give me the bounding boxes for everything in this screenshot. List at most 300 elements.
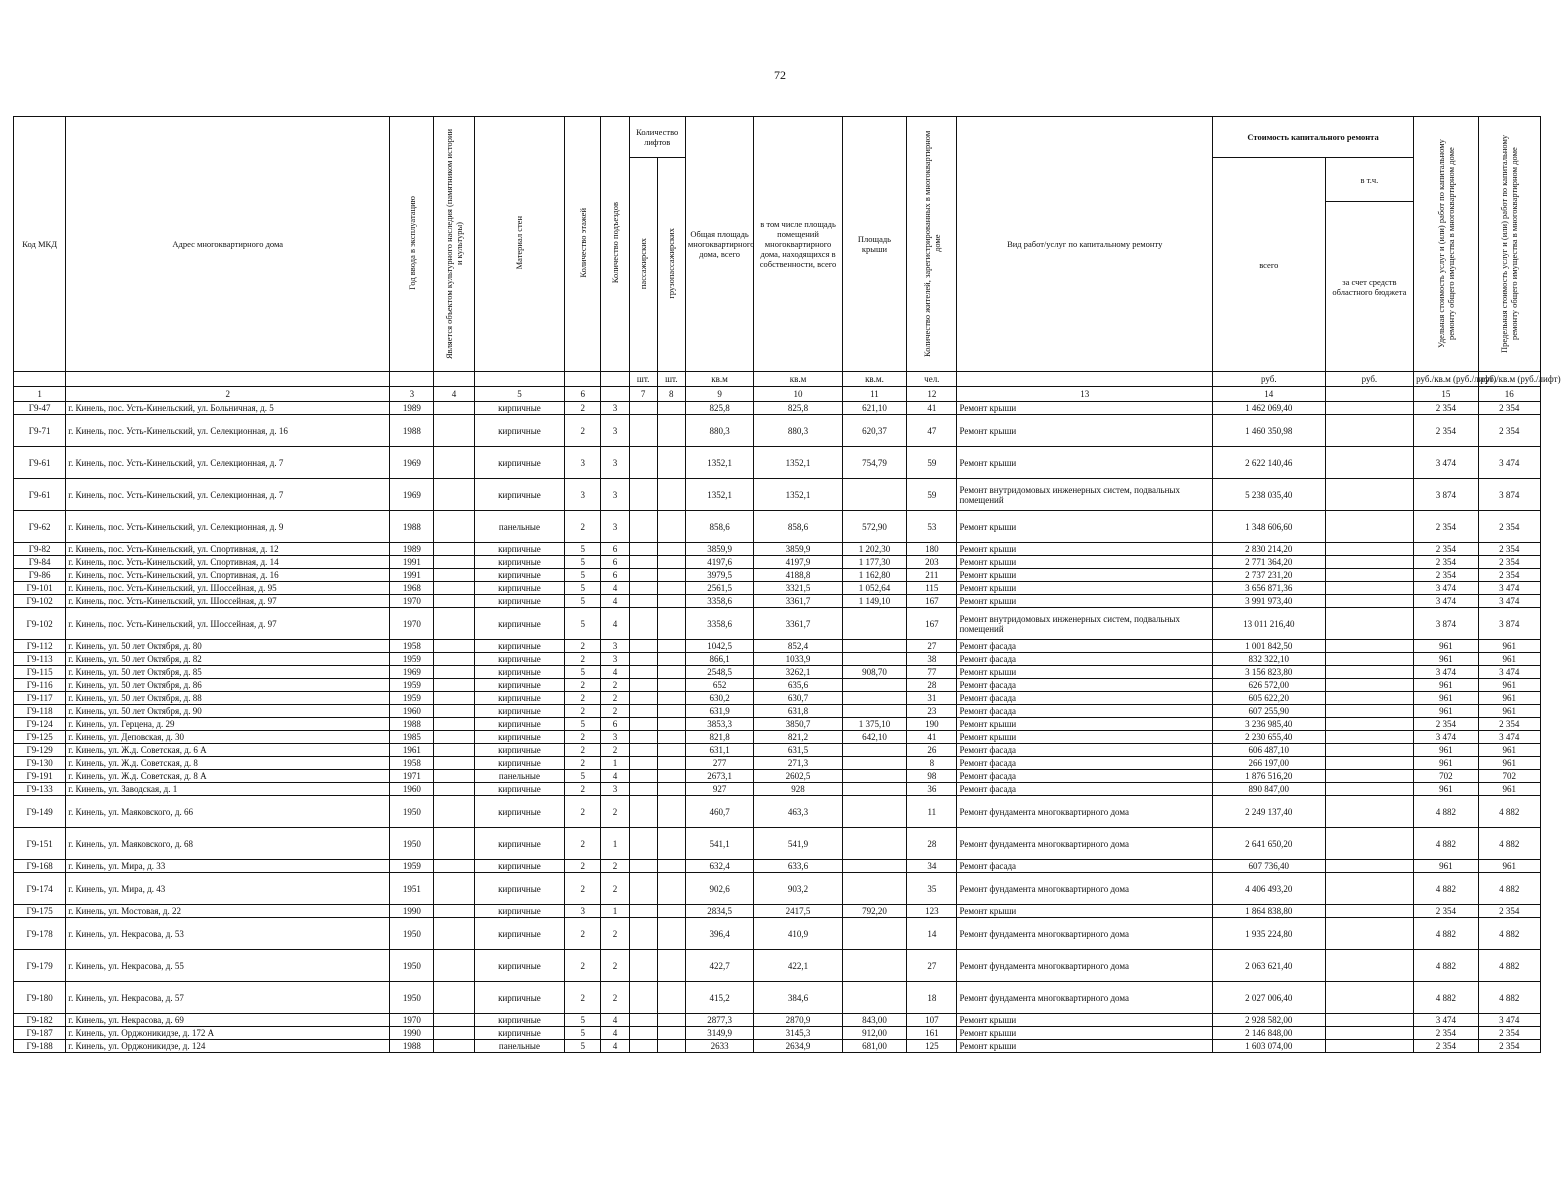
cell-walls: кирпичные <box>474 905 565 918</box>
cell-code: Г9-101 <box>14 582 66 595</box>
cell-limit-cost: 2 354 <box>1478 415 1540 447</box>
cell-entrances: 2 <box>601 950 629 982</box>
cell-owned-area: 271,3 <box>754 757 843 770</box>
cell-owned-area: 1352,1 <box>754 447 843 479</box>
header-work-type: Вид работ/услуг по капитальному ремонту <box>957 117 1213 372</box>
cell-walls: кирпичные <box>474 479 565 511</box>
cell-floors: 5 <box>565 569 601 582</box>
column-number-9: 8 <box>657 387 685 402</box>
cell-walls: кирпичные <box>474 653 565 666</box>
cell-address: г. Кинель, ул. 50 лет Октября, д. 90 <box>66 705 390 718</box>
cell-limit-cost: 3 874 <box>1478 608 1540 640</box>
cell-heritage <box>434 640 474 653</box>
cell-total-area: 858,6 <box>685 511 753 543</box>
cell-work-type: Ремонт крыши <box>957 415 1213 447</box>
cell-cost-regional <box>1325 569 1414 582</box>
cell-residents: 14 <box>907 918 957 950</box>
cell-cost-total: 1 348 606,60 <box>1212 511 1325 543</box>
cell-total-area: 2561,5 <box>685 582 753 595</box>
cell-entrances: 6 <box>601 543 629 556</box>
cell-unit-cost: 961 <box>1414 640 1478 653</box>
cell-year: 1950 <box>390 918 434 950</box>
cell-roof-area: 621,10 <box>842 402 906 415</box>
cell-year: 1985 <box>390 731 434 744</box>
cell-address: г. Кинель, ул. Некрасова, д. 53 <box>66 918 390 950</box>
cell-work-type: Ремонт крыши <box>957 402 1213 415</box>
cell-cost-regional <box>1325 1027 1414 1040</box>
cell-limit-cost: 4 882 <box>1478 796 1540 828</box>
cell-address: г. Кинель, ул. Орджоникидзе, д. 172 А <box>66 1027 390 1040</box>
cell-owned-area: 1033,9 <box>754 653 843 666</box>
cell-unit-cost: 961 <box>1414 705 1478 718</box>
cell-total-area: 1042,5 <box>685 640 753 653</box>
cell-lifts-cargo <box>657 1027 685 1040</box>
cell-lifts-passenger <box>629 982 657 1014</box>
cell-walls: кирпичные <box>474 918 565 950</box>
cell-code: Г9-47 <box>14 402 66 415</box>
cell-address: г. Кинель, пос. Усть-Кинельский, ул. Спортивная, д. 12 <box>66 543 390 556</box>
cell-work-type: Ремонт крыши <box>957 1040 1213 1053</box>
cell-walls: кирпичные <box>474 402 565 415</box>
cell-lifts-cargo <box>657 757 685 770</box>
header-year-text: Год ввода в эксплуатацию <box>406 196 417 290</box>
cell-heritage <box>434 705 474 718</box>
cell-owned-area: 3321,5 <box>754 582 843 595</box>
cell-limit-cost: 3 874 <box>1478 479 1540 511</box>
cell-residents: 190 <box>907 718 957 731</box>
cell-owned-area: 825,8 <box>754 402 843 415</box>
cell-total-area: 902,6 <box>685 873 753 905</box>
header-lifts: Количество лифтов <box>629 117 685 158</box>
cell-entrances: 1 <box>601 828 629 860</box>
cell-walls: кирпичные <box>474 1027 565 1040</box>
cell-entrances: 2 <box>601 860 629 873</box>
cell-entrances: 3 <box>601 731 629 744</box>
cell-unit-cost: 2 354 <box>1414 415 1478 447</box>
cell-residents: 38 <box>907 653 957 666</box>
table-row <box>14 595 1541 608</box>
cell-unit-cost: 3 474 <box>1414 666 1478 679</box>
cell-roof-area: 620,37 <box>842 415 906 447</box>
cell-roof-area <box>842 744 906 757</box>
cell-residents: 211 <box>907 569 957 582</box>
cell-lifts-passenger <box>629 595 657 608</box>
cell-heritage <box>434 731 474 744</box>
table-row <box>14 783 1541 796</box>
cell-heritage <box>434 828 474 860</box>
cell-year: 1950 <box>390 950 434 982</box>
cell-cost-total: 890 847,00 <box>1212 783 1325 796</box>
header-floors <box>565 117 601 372</box>
cell-walls: кирпичные <box>474 828 565 860</box>
cell-total-area: 3853,3 <box>685 718 753 731</box>
cell-owned-area: 635,6 <box>754 679 843 692</box>
cell-lifts-cargo <box>657 608 685 640</box>
cell-roof-area <box>842 679 906 692</box>
cell-work-type: Ремонт фасада <box>957 783 1213 796</box>
cell-year: 1990 <box>390 1027 434 1040</box>
cell-cost-regional <box>1325 415 1414 447</box>
cell-lifts-cargo <box>657 1040 685 1053</box>
cell-total-area: 396,4 <box>685 918 753 950</box>
cell-limit-cost: 2 354 <box>1478 511 1540 543</box>
cell-work-type: Ремонт крыши <box>957 1027 1213 1040</box>
cell-floors: 2 <box>565 653 601 666</box>
cell-year: 1968 <box>390 582 434 595</box>
column-numbers-row <box>14 387 1541 402</box>
cell-cost-regional <box>1325 950 1414 982</box>
cell-roof-area: 1 052,64 <box>842 582 906 595</box>
cell-code: Г9-61 <box>14 447 66 479</box>
cell-walls: кирпичные <box>474 744 565 757</box>
cell-year: 1959 <box>390 692 434 705</box>
cell-lifts-cargo <box>657 556 685 569</box>
cell-unit-cost: 4 882 <box>1414 950 1478 982</box>
cell-address: г. Кинель, ул. Орджоникидзе, д. 124 <box>66 1040 390 1053</box>
cell-work-type: Ремонт фасада <box>957 757 1213 770</box>
cell-lifts-cargo <box>657 873 685 905</box>
column-number-2: 2 <box>66 387 390 402</box>
cell-year: 1988 <box>390 718 434 731</box>
unit-cell-13: чел. <box>907 372 957 387</box>
table-row <box>14 1014 1541 1027</box>
cell-lifts-cargo <box>657 640 685 653</box>
cell-owned-area: 2870,9 <box>754 1014 843 1027</box>
cell-roof-area: 1 162,80 <box>842 569 906 582</box>
header-floors-text: Количество этажей <box>577 208 588 278</box>
column-number-5: 5 <box>474 387 565 402</box>
cell-owned-area: 631,5 <box>754 744 843 757</box>
cell-roof-area <box>842 705 906 718</box>
cell-lifts-passenger <box>629 556 657 569</box>
cell-limit-cost: 702 <box>1478 770 1540 783</box>
cell-address: г. Кинель, ул. Герцена, д. 29 <box>66 718 390 731</box>
cell-entrances: 4 <box>601 582 629 595</box>
cell-floors: 5 <box>565 582 601 595</box>
cell-walls: панельные <box>474 770 565 783</box>
cell-entrances: 3 <box>601 447 629 479</box>
cell-cost-regional <box>1325 692 1414 705</box>
cell-cost-regional <box>1325 447 1414 479</box>
cell-lifts-passenger <box>629 718 657 731</box>
table-header <box>14 117 1561 402</box>
cell-code: Г9-179 <box>14 950 66 982</box>
cell-owned-area: 3859,9 <box>754 543 843 556</box>
cell-lifts-cargo <box>657 718 685 731</box>
table-row <box>14 873 1541 905</box>
cell-entrances: 4 <box>601 666 629 679</box>
cell-cost-regional <box>1325 828 1414 860</box>
cell-floors: 2 <box>565 402 601 415</box>
cell-total-area: 1352,1 <box>685 447 753 479</box>
table-row <box>14 511 1541 543</box>
cell-lifts-passenger <box>629 905 657 918</box>
cell-unit-cost: 4 882 <box>1414 918 1478 950</box>
cell-floors: 2 <box>565 783 601 796</box>
cell-limit-cost: 3 474 <box>1478 582 1540 595</box>
cell-roof-area: 642,10 <box>842 731 906 744</box>
cell-year: 1969 <box>390 447 434 479</box>
cell-entrances: 3 <box>601 415 629 447</box>
table-row <box>14 770 1541 783</box>
header-walls-text: Материал стен <box>514 216 525 270</box>
cell-address: г. Кинель, пос. Усть-Кинельский, ул. Шоссейная, д. 95 <box>66 582 390 595</box>
cell-lifts-passenger <box>629 828 657 860</box>
cell-unit-cost: 2 354 <box>1414 511 1478 543</box>
cell-floors: 2 <box>565 679 601 692</box>
cell-lifts-passenger <box>629 415 657 447</box>
cell-roof-area: 1 177,30 <box>842 556 906 569</box>
cell-cost-regional <box>1325 653 1414 666</box>
header-unit-cost-text: Удельная стоимость услуг и (или) работ по капитальному ремонту общего имущества в многоквартирном доме <box>1435 138 1456 348</box>
cell-floors: 5 <box>565 543 601 556</box>
table-row <box>14 569 1541 582</box>
header-heritage <box>434 117 474 372</box>
cell-work-type: Ремонт крыши <box>957 447 1213 479</box>
cell-total-area: 2633 <box>685 1040 753 1053</box>
cell-year: 1959 <box>390 653 434 666</box>
cell-walls: кирпичные <box>474 950 565 982</box>
cell-unit-cost: 961 <box>1414 692 1478 705</box>
cell-work-type: Ремонт крыши <box>957 666 1213 679</box>
cell-residents: 31 <box>907 692 957 705</box>
table-row <box>14 731 1541 744</box>
cell-code: Г9-102 <box>14 608 66 640</box>
cell-unit-cost: 2 354 <box>1414 543 1478 556</box>
cell-unit-cost: 3 874 <box>1414 479 1478 511</box>
cell-cost-total: 5 238 035,40 <box>1212 479 1325 511</box>
cell-unit-cost: 3 474 <box>1414 731 1478 744</box>
cell-entrances: 2 <box>601 918 629 950</box>
cell-work-type: Ремонт фасада <box>957 705 1213 718</box>
cell-total-area: 3149,9 <box>685 1027 753 1040</box>
cell-entrances: 3 <box>601 783 629 796</box>
cell-address: г. Кинель, ул. 50 лет Октября, д. 85 <box>66 666 390 679</box>
header-walls <box>474 117 565 372</box>
cell-unit-cost: 2 354 <box>1414 402 1478 415</box>
cell-roof-area <box>842 783 906 796</box>
cell-owned-area: 631,8 <box>754 705 843 718</box>
cell-roof-area <box>842 479 906 511</box>
table-row <box>14 679 1541 692</box>
cell-total-area: 541,1 <box>685 828 753 860</box>
unit-cell-6 <box>565 372 601 387</box>
header-cost-regional: за счет средств областного бюджета <box>1325 202 1414 372</box>
cell-year: 1950 <box>390 828 434 860</box>
cell-walls: кирпичные <box>474 543 565 556</box>
cell-lifts-cargo <box>657 479 685 511</box>
cell-residents: 11 <box>907 796 957 828</box>
cell-floors: 2 <box>565 415 601 447</box>
cell-owned-area: 410,9 <box>754 918 843 950</box>
cell-cost-regional <box>1325 666 1414 679</box>
cell-work-type: Ремонт фундамента многоквартирного дома <box>957 796 1213 828</box>
cell-code: Г9-86 <box>14 569 66 582</box>
cell-roof-area: 681,00 <box>842 1040 906 1053</box>
cell-address: г. Кинель, ул. Некрасова, д. 55 <box>66 950 390 982</box>
cell-cost-total: 2 641 650,20 <box>1212 828 1325 860</box>
table-row <box>14 653 1541 666</box>
cell-lifts-cargo <box>657 582 685 595</box>
cell-heritage <box>434 543 474 556</box>
cell-unit-cost: 4 882 <box>1414 873 1478 905</box>
header-owned-area: в том числе площадь помещений многоквартирного дома, находящихся в собственности, всего <box>754 117 843 372</box>
cell-cost-regional <box>1325 640 1414 653</box>
cell-code: Г9-113 <box>14 653 66 666</box>
cell-limit-cost: 961 <box>1478 783 1540 796</box>
cell-total-area: 631,1 <box>685 744 753 757</box>
cell-year: 1971 <box>390 770 434 783</box>
unit-cell-3 <box>390 372 434 387</box>
cell-cost-total: 2 230 655,40 <box>1212 731 1325 744</box>
cell-cost-total: 1 001 842,50 <box>1212 640 1325 653</box>
cell-entrances: 3 <box>601 479 629 511</box>
cell-unit-cost: 961 <box>1414 783 1478 796</box>
cell-heritage <box>434 1040 474 1053</box>
cell-cost-total: 2 928 582,00 <box>1212 1014 1325 1027</box>
cell-limit-cost: 961 <box>1478 679 1540 692</box>
cell-heritage <box>434 873 474 905</box>
unit-cell-14 <box>957 372 1213 387</box>
cell-walls: кирпичные <box>474 705 565 718</box>
cell-total-area: 3358,6 <box>685 608 753 640</box>
cell-limit-cost: 961 <box>1478 757 1540 770</box>
cell-year: 1988 <box>390 1040 434 1053</box>
header-incl: в т.ч. <box>1325 158 1414 202</box>
cell-cost-total: 607 255,90 <box>1212 705 1325 718</box>
cell-total-area: 2834,5 <box>685 905 753 918</box>
cell-code: Г9-61 <box>14 479 66 511</box>
cell-residents: 34 <box>907 860 957 873</box>
cell-cost-total: 2 830 214,20 <box>1212 543 1325 556</box>
cell-walls: кирпичные <box>474 873 565 905</box>
cell-heritage <box>434 556 474 569</box>
cell-lifts-passenger <box>629 757 657 770</box>
cell-lifts-passenger <box>629 666 657 679</box>
cell-roof-area: 843,00 <box>842 1014 906 1027</box>
cell-lifts-cargo <box>657 796 685 828</box>
cell-address: г. Кинель, пос. Усть-Кинельский, ул. Спортивная, д. 14 <box>66 556 390 569</box>
cell-limit-cost: 961 <box>1478 744 1540 757</box>
cell-lifts-passenger <box>629 744 657 757</box>
cell-address: г. Кинель, пос. Усть-Кинельский, ул. Селекционная, д. 7 <box>66 447 390 479</box>
cell-unit-cost: 3 474 <box>1414 582 1478 595</box>
cell-cost-total: 1 462 069,40 <box>1212 402 1325 415</box>
cell-unit-cost: 4 882 <box>1414 828 1478 860</box>
cell-work-type: Ремонт крыши <box>957 731 1213 744</box>
cell-address: г. Кинель, ул. Маяковского, д. 68 <box>66 828 390 860</box>
table-row <box>14 415 1541 447</box>
cell-work-type: Ремонт фундамента многоквартирного дома <box>957 828 1213 860</box>
cell-entrances: 2 <box>601 744 629 757</box>
cell-cost-total: 2 737 231,20 <box>1212 569 1325 582</box>
cell-work-type: Ремонт крыши <box>957 511 1213 543</box>
table-row <box>14 950 1541 982</box>
cell-address: г. Кинель, ул. 50 лет Октября, д. 82 <box>66 653 390 666</box>
unit-cell-1 <box>14 372 66 387</box>
cell-lifts-passenger <box>629 653 657 666</box>
cell-lifts-passenger <box>629 447 657 479</box>
cell-code: Г9-129 <box>14 744 66 757</box>
cell-limit-cost: 3 474 <box>1478 1014 1540 1027</box>
table-row <box>14 543 1541 556</box>
cell-limit-cost: 961 <box>1478 653 1540 666</box>
cell-cost-regional <box>1325 718 1414 731</box>
header-lifts-passenger-text: пассажирских <box>638 237 649 290</box>
unit-cell-4 <box>434 372 474 387</box>
cell-limit-cost: 2 354 <box>1478 718 1540 731</box>
cell-work-type: Ремонт внутридомовых инженерных систем, подвальных помещений <box>957 608 1213 640</box>
cell-lifts-passenger <box>629 1040 657 1053</box>
cell-work-type: Ремонт фасада <box>957 653 1213 666</box>
cell-heritage <box>434 608 474 640</box>
header-lifts-cargo <box>657 158 685 372</box>
unit-cell-9: шт. <box>657 372 685 387</box>
cell-heritage <box>434 569 474 582</box>
cell-heritage <box>434 1027 474 1040</box>
cell-lifts-cargo <box>657 744 685 757</box>
cell-limit-cost: 4 882 <box>1478 982 1540 1014</box>
header-cost-total: всего <box>1212 158 1325 372</box>
cell-lifts-cargo <box>657 402 685 415</box>
cell-entrances: 3 <box>601 653 629 666</box>
cell-entrances: 3 <box>601 402 629 415</box>
cell-address: г. Кинель, пос. Усть-Кинельский, ул. Спортивная, д. 16 <box>66 569 390 582</box>
cell-roof-area: 912,00 <box>842 1027 906 1040</box>
cell-code: Г9-112 <box>14 640 66 653</box>
unit-cell-7 <box>601 372 629 387</box>
cell-lifts-passenger <box>629 608 657 640</box>
cell-year: 1991 <box>390 569 434 582</box>
cell-lifts-passenger <box>629 918 657 950</box>
cell-lifts-passenger <box>629 705 657 718</box>
cell-roof-area <box>842 692 906 705</box>
cell-heritage <box>434 447 474 479</box>
cell-total-area: 927 <box>685 783 753 796</box>
cell-year: 1969 <box>390 479 434 511</box>
cell-total-area: 3979,5 <box>685 569 753 582</box>
cell-cost-regional <box>1325 783 1414 796</box>
cell-address: г. Кинель, ул. 50 лет Октября, д. 86 <box>66 679 390 692</box>
cell-walls: кирпичные <box>474 860 565 873</box>
cell-walls: кирпичные <box>474 569 565 582</box>
cell-year: 1991 <box>390 556 434 569</box>
cell-cost-regional <box>1325 860 1414 873</box>
cell-unit-cost: 961 <box>1414 679 1478 692</box>
cell-lifts-passenger <box>629 511 657 543</box>
cell-cost-total: 626 572,00 <box>1212 679 1325 692</box>
cell-year: 1988 <box>390 511 434 543</box>
cell-code: Г9-182 <box>14 1014 66 1027</box>
column-number-7 <box>601 387 629 402</box>
cell-heritage <box>434 653 474 666</box>
cell-lifts-passenger <box>629 679 657 692</box>
cell-limit-cost: 3 474 <box>1478 447 1540 479</box>
cell-owned-area: 3361,7 <box>754 595 843 608</box>
cell-code: Г9-124 <box>14 718 66 731</box>
cell-cost-regional <box>1325 757 1414 770</box>
cell-residents: 123 <box>907 905 957 918</box>
table-body <box>14 402 1541 1053</box>
cell-year: 1951 <box>390 873 434 905</box>
cell-owned-area: 3145,3 <box>754 1027 843 1040</box>
cell-roof-area <box>842 608 906 640</box>
cell-total-area: 415,2 <box>685 982 753 1014</box>
cell-residents: 47 <box>907 415 957 447</box>
cell-floors: 5 <box>565 770 601 783</box>
cell-code: Г9-84 <box>14 556 66 569</box>
unit-cell-8: шт. <box>629 372 657 387</box>
